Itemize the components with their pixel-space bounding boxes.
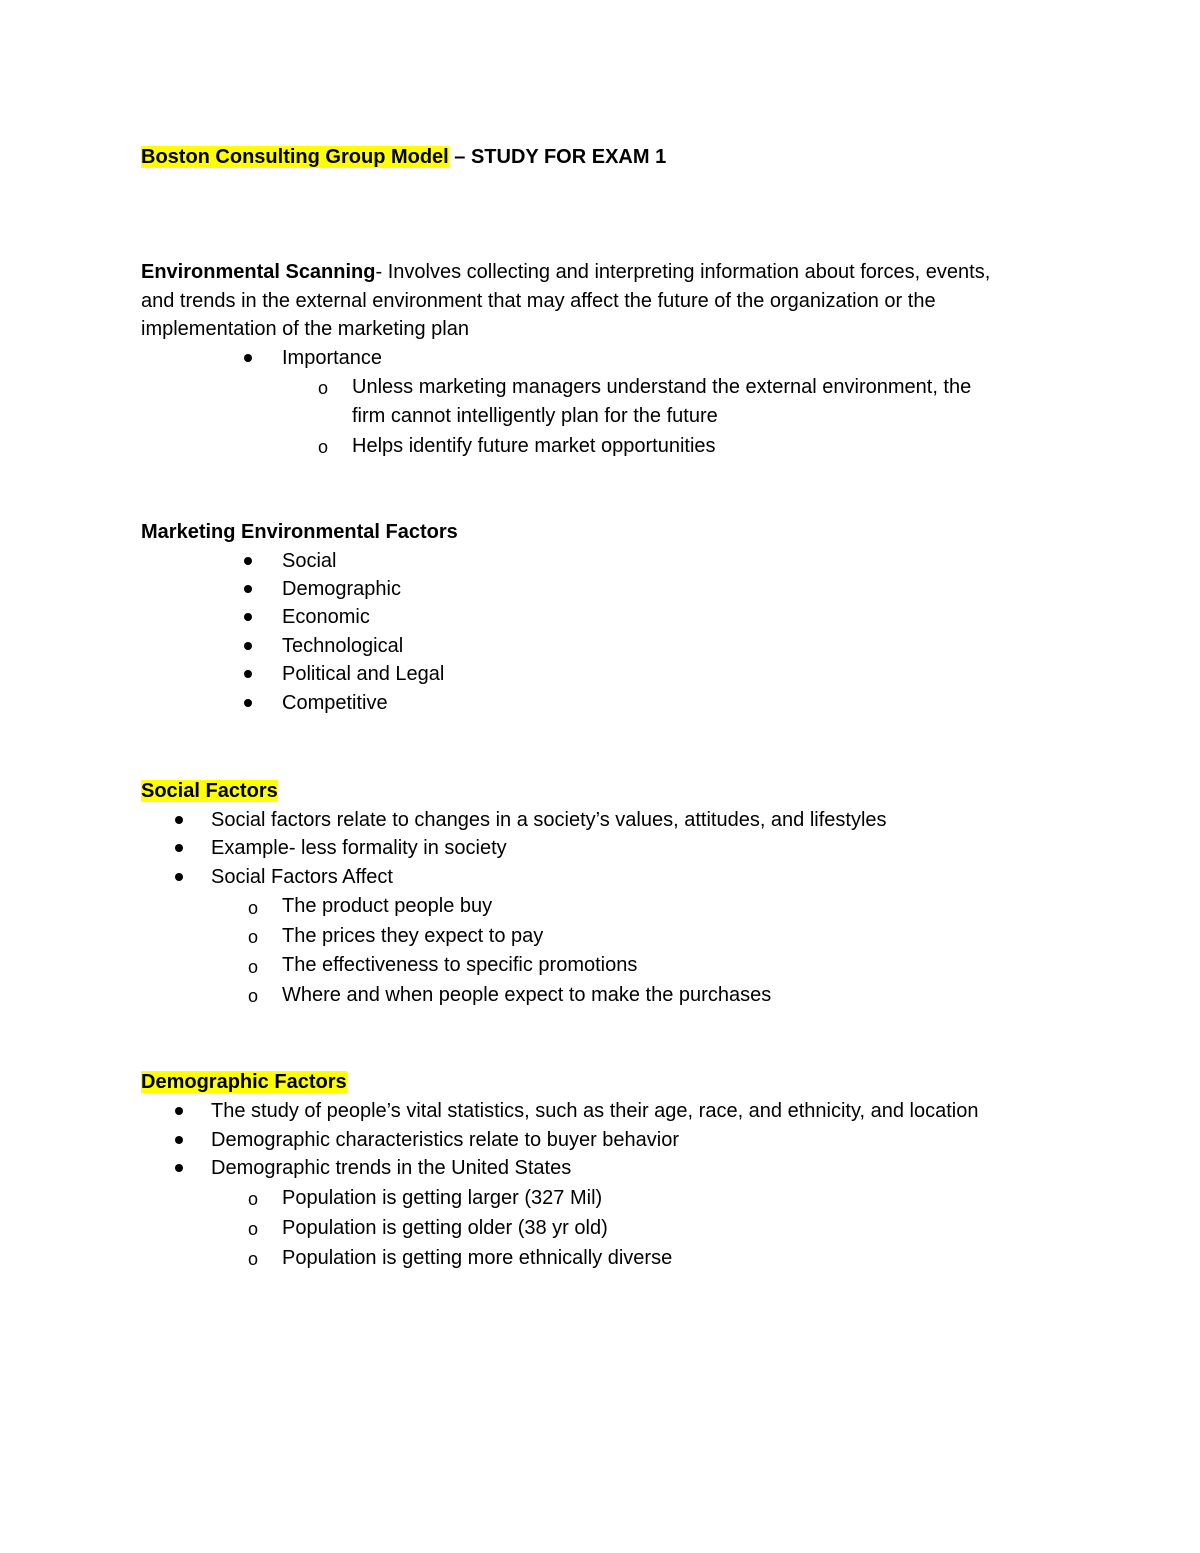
bullet-icon — [244, 642, 252, 650]
marketing-factor-item: Economic — [282, 606, 370, 628]
title-rest: – STUDY FOR EXAM 1 — [448, 146, 667, 168]
demographic-item: Demographic characteristics relate to buyer behavior — [211, 1129, 679, 1151]
demographic-sub-item: Population is getting more ethnically diverse — [282, 1247, 673, 1269]
marketing-factor-item: Demographic — [282, 578, 401, 600]
bullet-icon — [175, 844, 183, 852]
marketing-factor-item: Competitive — [282, 692, 388, 714]
social-factors-heading: Social Factors — [141, 780, 278, 802]
demographic-factors-heading: Demographic Factors — [141, 1071, 347, 1093]
bullet-icon — [175, 1136, 183, 1144]
sub-bullet-icon: o — [248, 898, 259, 918]
demographic-sub-item: Population is getting older (38 yr old) — [282, 1217, 608, 1239]
env-scanning-def-3: implementation of the marketing plan — [141, 318, 469, 340]
bullet-icon — [244, 585, 252, 593]
bullet-icon — [244, 557, 252, 565]
bullet-icon — [244, 699, 252, 707]
social-sub-item: The effectiveness to specific promotions — [282, 954, 638, 976]
demographic-item: Demographic trends in the United States — [211, 1157, 572, 1179]
bullet-icon — [175, 1107, 183, 1115]
env-sub-1-line-1: Unless marketing managers understand the external environment, the — [352, 376, 972, 398]
bullet-icon — [175, 873, 183, 881]
env-sub-2: Helps identify future market opportunities — [352, 435, 716, 457]
bullet-icon — [175, 1164, 183, 1172]
demographic-item: The study of people’s vital statistics, such as their age, race, and ethnicity, and location — [211, 1100, 979, 1122]
bullet-icon — [244, 670, 252, 678]
env-sub-1-line-2: firm cannot intelligently plan for the future — [352, 405, 718, 427]
marketing-factors-heading: Marketing Environmental Factors — [141, 521, 458, 543]
social-item: Social Factors Affect — [211, 866, 393, 888]
sub-bullet-icon: o — [248, 957, 259, 977]
bullet-icon — [244, 613, 252, 621]
env-scanning-def-1: - Involves collecting and interpreting information about forces, events, — [375, 261, 991, 283]
bullet-icon — [175, 816, 183, 824]
marketing-factor-item: Political and Legal — [282, 663, 445, 685]
demographic-heading-line — [141, 1068, 347, 1096]
social-item: Example- less formality in society — [211, 837, 507, 859]
demographic-sub-item: Population is getting larger (327 Mil) — [282, 1187, 603, 1209]
social-sub-item: The product people buy — [282, 895, 493, 917]
sub-bullet-icon: o — [318, 378, 329, 398]
social-sub-item: The prices they expect to pay — [282, 925, 544, 947]
sub-bullet-icon: o — [248, 1189, 259, 1209]
sub-bullet-icon: o — [248, 927, 259, 947]
document-title — [141, 143, 666, 171]
env-scanning-term: Environmental Scanning — [141, 261, 376, 283]
env-scanning-def-2: and trends in the external environment that may affect the future of the organization or the — [141, 290, 936, 312]
social-factors-heading-line — [141, 777, 278, 805]
marketing-factor-item: Social — [282, 550, 337, 572]
bullet-icon — [244, 354, 252, 362]
sub-bullet-icon: o — [248, 986, 259, 1006]
env-bullet-importance: Importance — [282, 347, 383, 369]
sub-bullet-icon: o — [318, 437, 329, 457]
social-sub-item: Where and when people expect to make the purchases — [282, 984, 772, 1006]
title-highlighted: Boston Consulting Group Model — [141, 146, 449, 168]
sub-bullet-icon: o — [248, 1219, 259, 1239]
env-scanning-line-1 — [141, 258, 990, 286]
marketing-factor-item: Technological — [282, 635, 404, 657]
social-item: Social factors relate to changes in a society’s values, attitudes, and lifestyles — [211, 809, 887, 831]
sub-bullet-icon: o — [248, 1249, 259, 1269]
